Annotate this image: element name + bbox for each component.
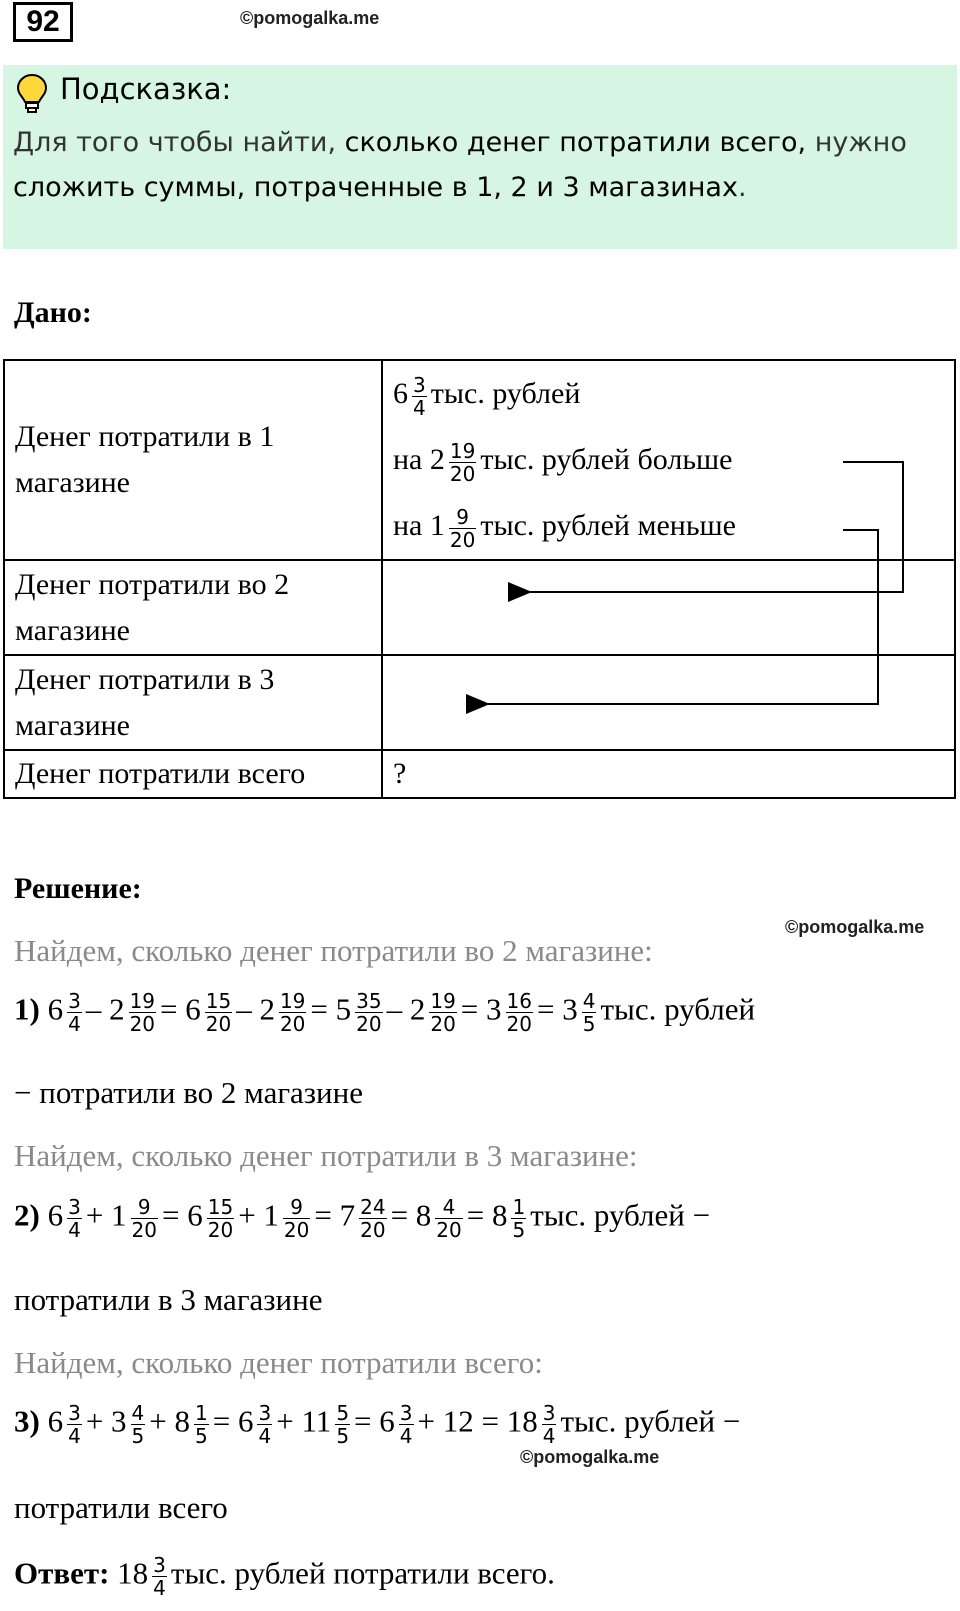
given-title: Дано: <box>14 296 92 329</box>
hint-text: Для того чтобы найти, сколько денег потратили всего, нужно сложить суммы, потраченные в 1, 2 и 3 магазинах. <box>13 127 907 203</box>
arrow-more <box>530 462 903 592</box>
watermark: ©pomogalka.me <box>520 1447 660 1467</box>
solution-title: Решение: <box>14 872 142 905</box>
step3-intro: Найдем, сколько денег потратили всего: <box>14 1345 543 1380</box>
step3-equation: 3) 6 $\frac{3}{4}$ + 3 $\frac{4}{5}$ + 8 $\frac{1}{5}$ = 6 $\frac{3}{4}$ + 11 $\frac{5}{5}$ = 6 $\frac{3}{4}$ + 12 = 18 $\frac{3}{4}$ тыс. рублей − <box>14 1401 741 1448</box>
watermark: ©pomogalka.me <box>785 917 925 937</box>
hint-title: Подсказка: <box>60 72 232 106</box>
task-number: 92 <box>13 2 73 42</box>
row-label: Денег потратили в 1 магазине <box>4 360 382 560</box>
arrow-less <box>488 530 878 704</box>
step2-result: потратили в 3 магазине <box>14 1282 323 1317</box>
answer-line: Ответ: 18 $\frac{3}{4}$ тыс. рублей потратили всего. <box>14 1553 555 1600</box>
step2-intro: Найдем, сколько денег потратили в 3 магазине: <box>14 1138 638 1173</box>
fraction: $\frac{19}{20}$ <box>449 438 476 486</box>
row-label: Денег потратили во 2 магазине <box>4 560 382 655</box>
fraction: $\frac{9}{20}$ <box>449 504 476 552</box>
watermark: ©pomogalka.me <box>240 8 380 28</box>
step1-result: − потратили во 2 магазине <box>14 1075 363 1110</box>
row-value: 6 $\frac{3}{4}$ тыс. рублей на 2 $\frac{19}{20}$ тыс. рублей больше на 1 $\frac{9}{20}$ тыс. рублей меньше <box>382 360 955 560</box>
row-label: Денег потратили в 3 магазине <box>4 655 382 750</box>
row-label: Денег потратили всего <box>4 750 382 798</box>
relation-arrows <box>0 0 960 800</box>
step1-intro: Найдем, сколько денег потратили во 2 магазине: <box>14 933 653 968</box>
step3-result: потратили всего <box>14 1490 228 1525</box>
step2-equation: 2) 6 $\frac{3}{4}$ + 1 $\frac{9}{20}$ = 6 $\frac{15}{20}$ + 1 $\frac{9}{20}$ = 7 $\frac{24}{20}$ = 8 $\frac{4}{20}$ = 8 $\frac{1}{5}$ тыс. рублей − <box>14 1195 711 1242</box>
step1-equation: 1) 6 $\frac{3}{4}$ – 2 $\frac{19}{20}$ = 6 $\frac{15}{20}$ – 2 $\frac{19}{20}$ = 5 $\frac{35}{20}$ – 2 $\frac{19}{20}$ = 3 $\frac{16}{20}$ = 3 $\frac{4}{5}$ тыс. рублей <box>14 989 756 1036</box>
row-value: ? <box>382 750 955 798</box>
fraction: $\frac{3}{4}$ <box>413 372 426 420</box>
